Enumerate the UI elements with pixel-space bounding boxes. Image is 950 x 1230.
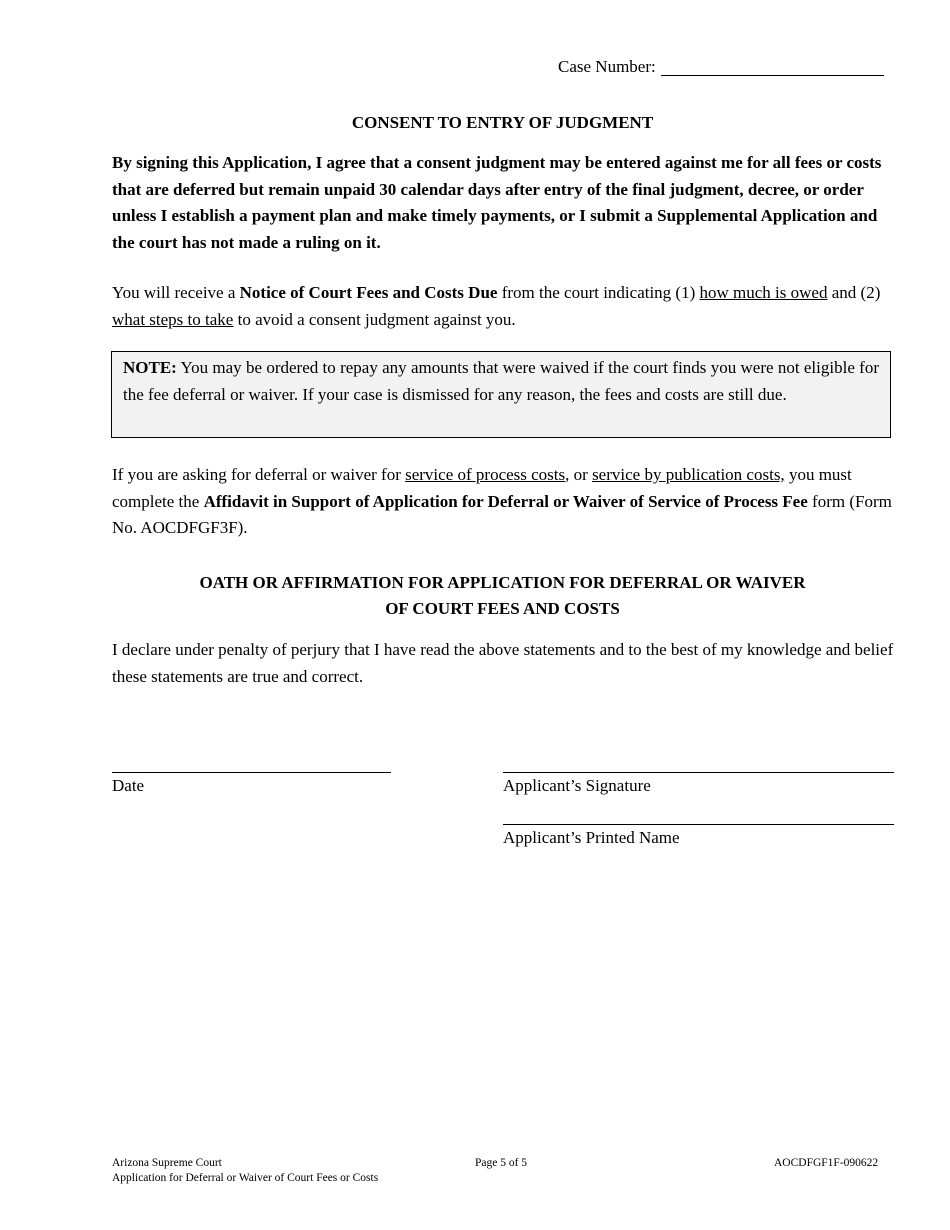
service-intro: If you are asking for deferral or waiver for <box>112 465 406 484</box>
applicant-printed-name-line[interactable] <box>503 824 894 825</box>
case-number-label: Case Number: <box>558 57 656 76</box>
oath-text: I declare under penalty of perjury that I have read the above statements and to the best of my knowledge and belief these statements are true and correct. <box>112 640 894 686</box>
footer-page: Page 5 of 5 <box>475 1157 528 1169</box>
note-text: You may be ordered to repay any amounts that were waived if the court finds you were not eligible for the fee deferral or waiver. If your case is dismissed for any reason, the fees and costs are still due. <box>123 358 879 404</box>
oath-heading-line1: OATH OR AFFIRMATION FOR APPLICATION FOR DEFERRAL OR WAIVER <box>199 573 806 592</box>
service-by-publication-costs: service by publication costs, <box>592 465 785 484</box>
notice-mid1: from the court indicating (1) <box>497 283 700 302</box>
oath-heading-line2: OF COURT FEES AND COSTS <box>385 599 620 618</box>
how-much-owed: how much is owed <box>699 283 828 302</box>
applicant-signature-line[interactable] <box>503 772 894 773</box>
note-label: NOTE: <box>123 358 177 377</box>
notice-mid2: and (2) <box>827 283 881 302</box>
date-label: Date <box>112 776 145 795</box>
footer-form-title: Application for Deferral or Waiver of Court Fees or Costs <box>112 1172 379 1184</box>
footer-left <box>112 1156 378 1186</box>
case-number-field[interactable] <box>661 57 884 76</box>
service-paragraph <box>112 462 894 542</box>
service-of-process-costs: service of process costs <box>405 465 566 484</box>
oath-heading <box>0 570 950 622</box>
notice-title: Notice of Court Fees and Costs Due <box>239 283 498 302</box>
applicant-printed-name-label: Applicant’s Printed Name <box>503 828 680 847</box>
footer-court: Arizona Supreme Court <box>112 1157 222 1169</box>
affidavit-title: Affidavit in Support of Application for Deferral or Waiver of Service of Process Fee <box>203 491 808 511</box>
note-box <box>111 351 891 438</box>
applicant-signature-label: Applicant’s Signature <box>503 776 651 795</box>
service-end: form (Form No. AOCDFGF3F). <box>112 491 892 538</box>
date-line[interactable] <box>112 772 391 773</box>
steps-to-take: what steps to take <box>112 309 234 329</box>
notice-paragraph <box>112 280 894 333</box>
service-mid2: you must complete the <box>112 465 852 511</box>
notice-intro: You will receive a <box>112 283 240 302</box>
notice-end: to avoid a consent judgment against you. <box>233 309 516 329</box>
case-number-row <box>558 57 884 77</box>
service-mid1: , or <box>565 465 593 484</box>
footer-form-code: AOCDFGF1F-090622 <box>774 1157 879 1169</box>
consent-paragraph: By signing this Application, I agree that a consent judgment may be entered against me for all fees or costs that are deferred but remain unpaid 30 calendar days after entry of the final judgment, decree, or order unless I establish a payment plan and make timely payments, or I submit a Supplemental Application and the court has not made a ruling on it. <box>112 153 882 253</box>
consent-heading: CONSENT TO ENTRY OF JUDGMENT <box>351 113 654 132</box>
